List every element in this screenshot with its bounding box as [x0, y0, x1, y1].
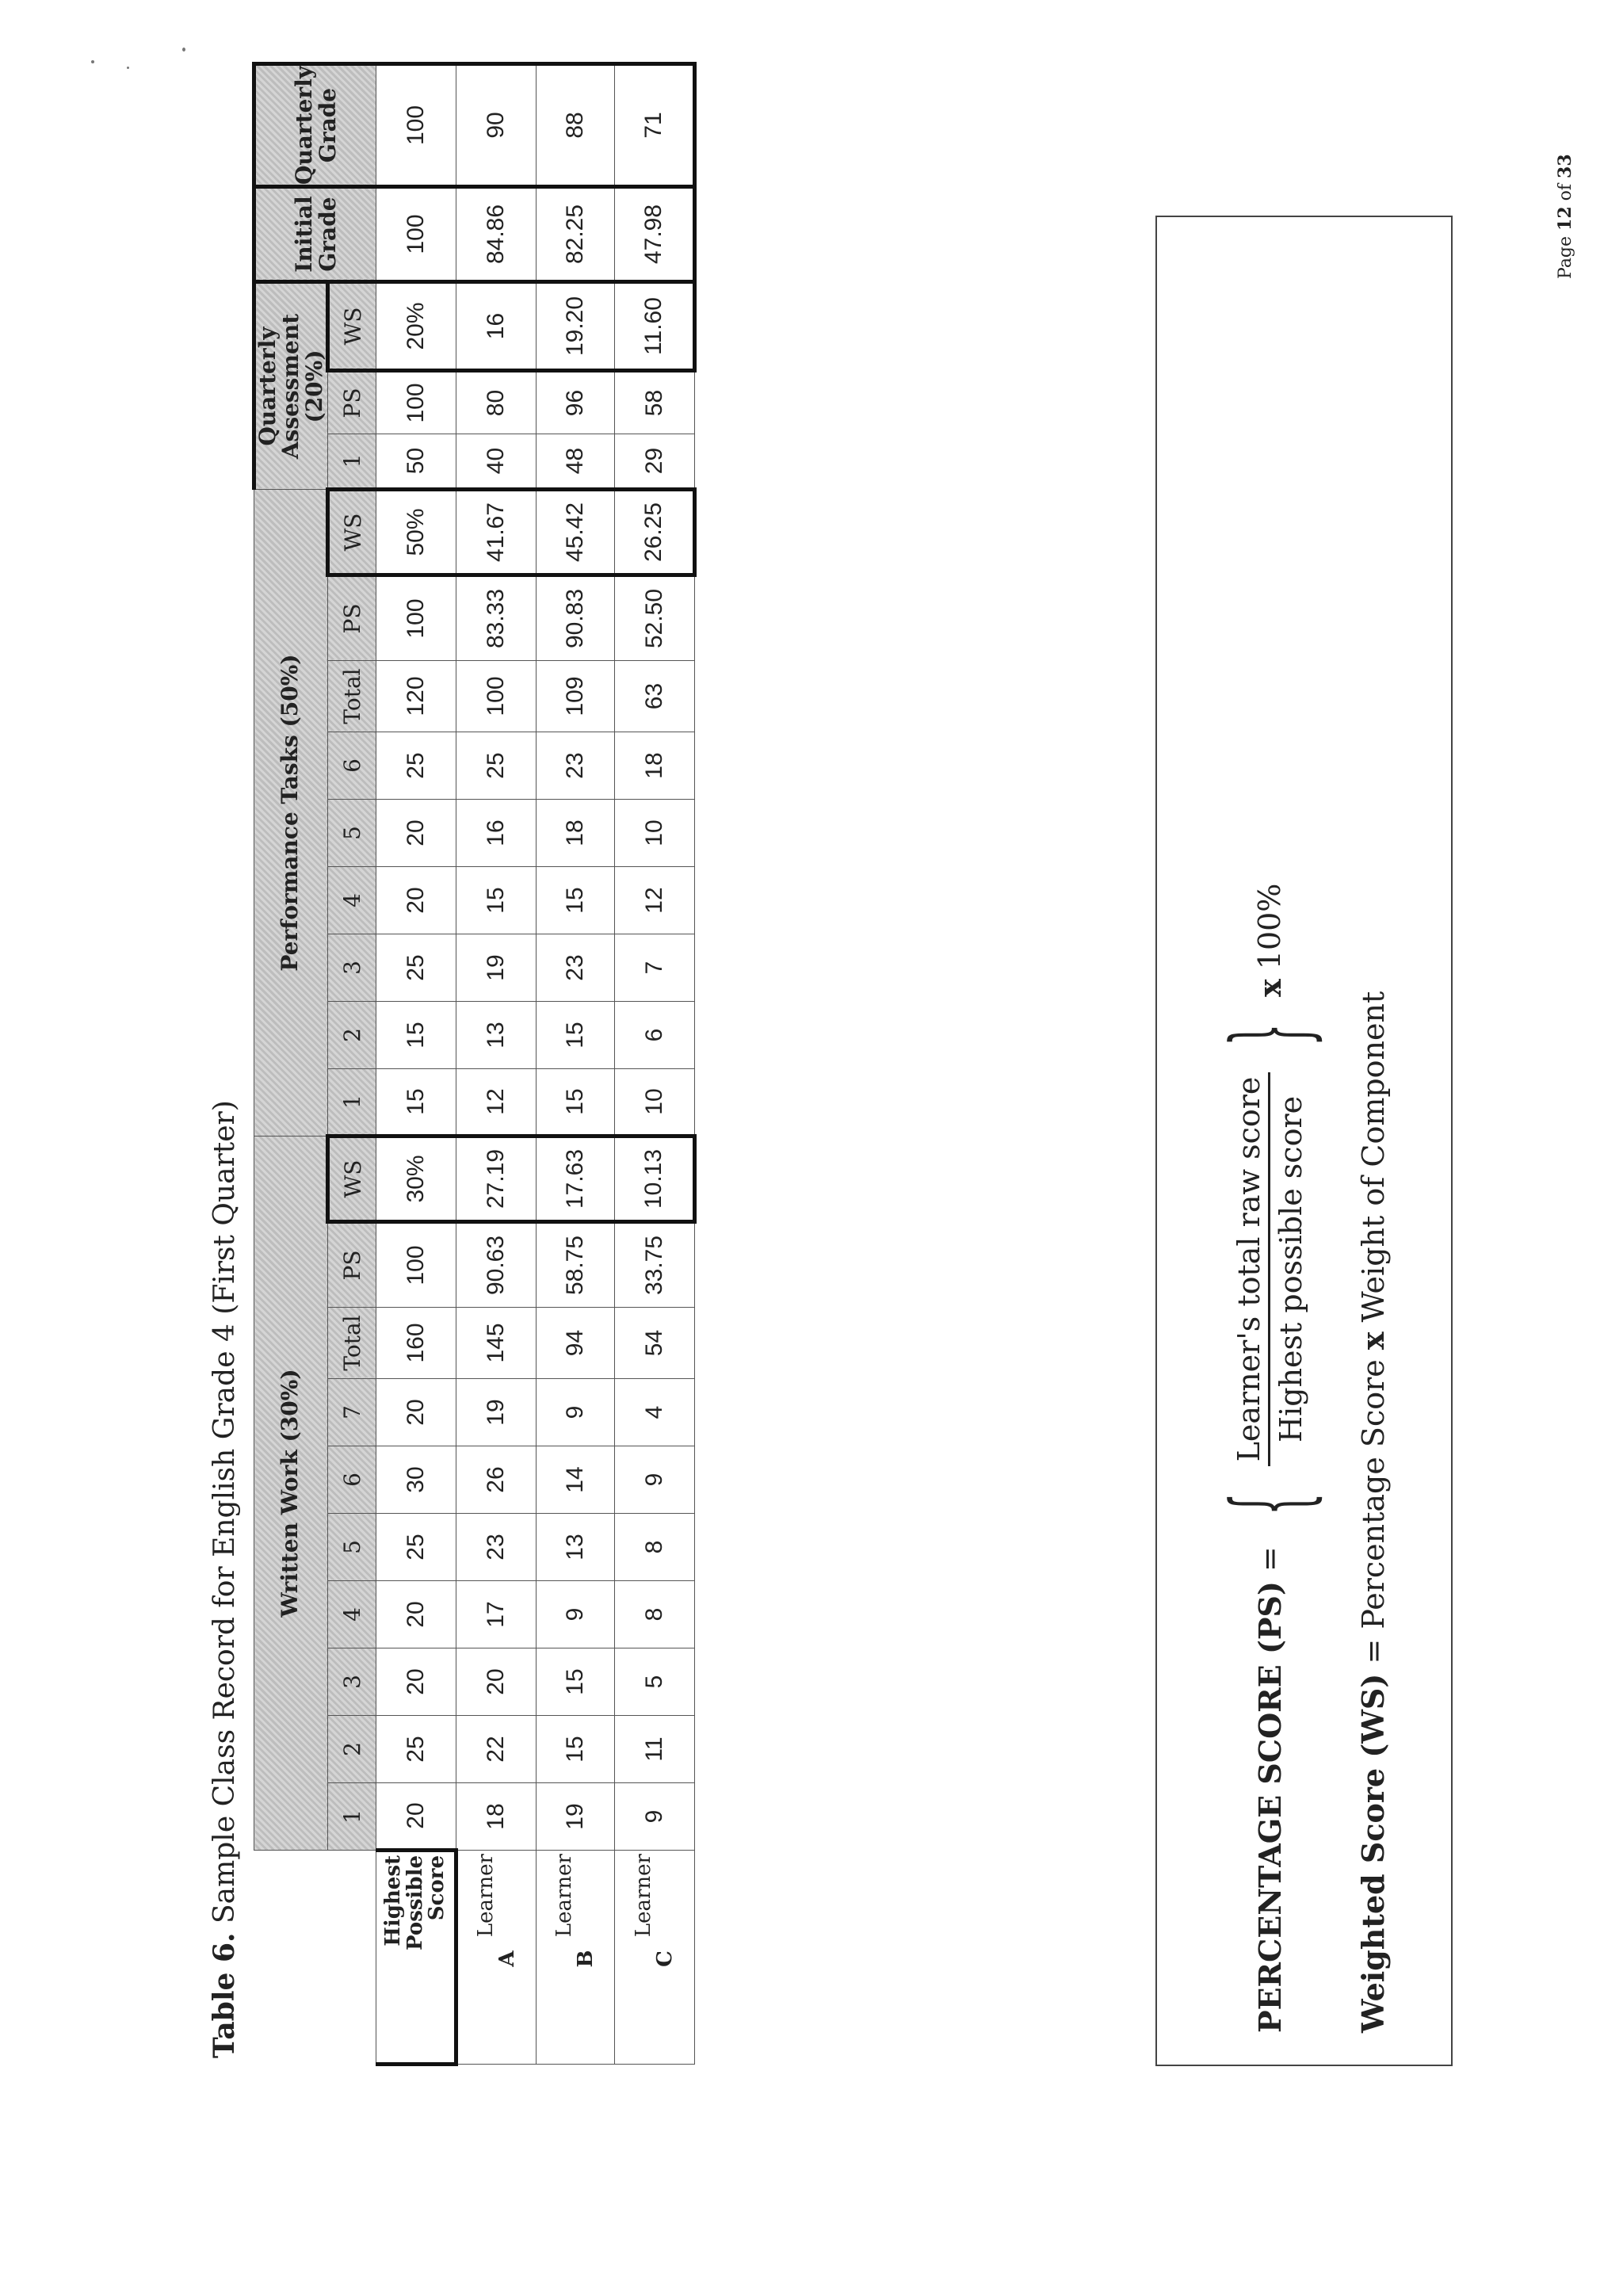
table-row: [615, 63, 695, 2064]
row-label-line: Possible: [403, 1855, 427, 1950]
page-current: 12: [1555, 206, 1575, 231]
ps-equals: =: [1252, 1537, 1287, 1582]
ps-percent: 100%: [1252, 883, 1287, 970]
row-label: [537, 1851, 615, 2065]
class-record-table: [252, 62, 697, 2066]
qa-cell: 96: [537, 371, 615, 434]
ww-col-header: Total: [328, 1308, 376, 1379]
ws-times: x: [1355, 1331, 1391, 1350]
quarterly-grade-cell: 88: [537, 63, 615, 186]
row-label-letter: B: [574, 1950, 598, 1968]
pt-cell: 15: [537, 867, 615, 934]
pt-cell: 20: [376, 800, 456, 867]
pt-cell: 83.33: [456, 575, 537, 661]
pt-col-header: 3: [328, 934, 376, 1002]
ww-cell: 27.19: [456, 1137, 537, 1222]
ww-cell: 22: [456, 1716, 537, 1783]
ww-cell: 94: [537, 1308, 615, 1379]
row-label-line: Learner: [631, 1854, 655, 1938]
ww-cell: 25: [376, 1514, 456, 1581]
pt-col-header: 1: [328, 1069, 376, 1137]
ww-cell: 19: [456, 1379, 537, 1446]
pt-col-header: 5: [328, 800, 376, 867]
row-label-letter: C: [653, 1950, 678, 1967]
ww-col-header: 6: [328, 1446, 376, 1514]
ww-cell: 26: [456, 1446, 537, 1514]
ww-cell: 33.75: [615, 1222, 695, 1308]
qa-cell: 40: [456, 434, 537, 490]
pt-cell: 7: [615, 934, 695, 1002]
pt-cell: 41.67: [456, 490, 537, 575]
pt-cell: 45.42: [537, 490, 615, 575]
ww-cell: 100: [376, 1222, 456, 1308]
corner-cell: [254, 1851, 328, 2065]
ps-denominator: Highest possible score: [1273, 1095, 1308, 1443]
ww-cell: 20: [456, 1648, 537, 1716]
initial-grade-cell: 100: [376, 187, 456, 282]
pt-cell: 15: [537, 1002, 615, 1069]
pt-cell: 20: [376, 867, 456, 934]
ww-cell: 9: [537, 1379, 615, 1446]
qa-cell: 16: [456, 282, 537, 371]
qa-cell: 19.20: [537, 282, 615, 371]
ps-numerator: Learner's total raw score: [1232, 1072, 1270, 1467]
pt-cell: 15: [376, 1069, 456, 1137]
ww-cell: 20: [376, 1581, 456, 1648]
ww-cell: 54: [615, 1308, 695, 1379]
row-label-line: Learner: [552, 1854, 576, 1938]
formula-box: [1155, 216, 1453, 2066]
page-prefix: Page: [1556, 230, 1575, 279]
right-bracket-icon: }: [1209, 1022, 1330, 1046]
pt-cell: 18: [615, 732, 695, 800]
pt-cell: 15: [537, 1069, 615, 1137]
pt-cell: 18: [537, 800, 615, 867]
pt-cell: 100: [456, 661, 537, 732]
pt-cell: 12: [456, 1069, 537, 1137]
ws-rest: Weight of Component: [1356, 991, 1391, 1332]
row-label: [615, 1851, 695, 2065]
initial-grade-cell: 82.25: [537, 187, 615, 282]
qa-cell: 11.60: [615, 282, 695, 371]
ps-times: x: [1251, 979, 1288, 997]
ws-label: Weighted Score (WS): [1355, 1673, 1391, 2033]
table-row: [456, 63, 537, 2064]
ww-cell: 8: [615, 1581, 695, 1648]
pt-cell: 25: [376, 934, 456, 1002]
table-title: [208, 1100, 241, 2058]
pt-cell: 12: [615, 867, 695, 934]
pt-cell: 23: [537, 732, 615, 800]
ww-cell: 90.63: [456, 1222, 537, 1308]
page-number: [1555, 154, 1575, 279]
row-label-line: Score: [424, 1855, 449, 1921]
pt-col-header: PS: [328, 575, 376, 661]
ww-cell: 30%: [376, 1137, 456, 1222]
column-header-row: [328, 63, 376, 2064]
qa-cell: 29: [615, 434, 695, 490]
qa-col-header: PS: [328, 371, 376, 434]
quarterly-grade-cell: 71: [615, 63, 695, 186]
qa-col-header: WS: [328, 282, 376, 371]
row-label-line: Highest: [381, 1855, 406, 1946]
ww-cell: 15: [537, 1716, 615, 1783]
ww-cell: 17: [456, 1581, 537, 1648]
pt-cell: 109: [537, 661, 615, 732]
ww-cell: 8: [615, 1514, 695, 1581]
initial-grade-cell: 84.86: [456, 187, 537, 282]
table-row: [537, 63, 615, 2064]
pt-cell: 19: [456, 934, 537, 1002]
qa-cell: 20%: [376, 282, 456, 371]
ww-col-header: 4: [328, 1581, 376, 1648]
pt-cell: 23: [537, 934, 615, 1002]
corner-cell: [328, 1851, 376, 2065]
pt-col-header: 6: [328, 732, 376, 800]
ww-col-header: WS: [328, 1137, 376, 1222]
pt-cell: 25: [456, 732, 537, 800]
percentage-score-formula: [1209, 883, 1330, 2033]
pt-cell: 15: [456, 867, 537, 934]
ww-cell: 9: [615, 1446, 695, 1514]
ww-cell: 20: [376, 1783, 456, 1851]
left-bracket-icon: {: [1209, 1492, 1330, 1516]
qa-group-header: Quarterly Assessment (20%): [254, 282, 328, 490]
pt-col-header: 4: [328, 867, 376, 934]
ww-col-header: 3: [328, 1648, 376, 1716]
table-title-label: Table 6.: [208, 1932, 241, 2058]
quarterly-grade-cell: 90: [456, 63, 537, 186]
ww-col-header: PS: [328, 1222, 376, 1308]
ww-cell: 58.75: [537, 1222, 615, 1308]
pt-cell: 90.83: [537, 575, 615, 661]
ww-cell: 13: [537, 1514, 615, 1581]
ww-cell: 5: [615, 1648, 695, 1716]
ww-cell: 18: [456, 1783, 537, 1851]
ww-cell: 10.13: [615, 1137, 695, 1222]
quarterly-grade-cell: 100: [376, 63, 456, 186]
pt-cell: 50%: [376, 490, 456, 575]
pt-cell: 16: [456, 800, 537, 867]
ww-cell: 25: [376, 1716, 456, 1783]
row-label-line: Learner: [473, 1854, 498, 1938]
qa-col-header: 1: [328, 434, 376, 490]
pt-cell: 100: [376, 575, 456, 661]
pt-cell: 26.25: [615, 490, 695, 575]
pt-group-header: Performance Tasks (50%): [254, 490, 328, 1137]
ws-equals: = Percentage Score: [1356, 1350, 1391, 1674]
page-total: 33: [1555, 154, 1575, 178]
pt-cell: 52.50: [615, 575, 695, 661]
table-row: [376, 63, 456, 2064]
ww-cell: 19: [537, 1783, 615, 1851]
qa-cell: 48: [537, 434, 615, 490]
ww-cell: 160: [376, 1308, 456, 1379]
page-of: of: [1556, 178, 1575, 207]
pt-cell: 13: [456, 1002, 537, 1069]
qa-cell: 80: [456, 371, 537, 434]
ps-fraction: [1232, 1072, 1308, 1467]
ps-label: PERCENTAGE SCORE (PS): [1251, 1581, 1288, 2033]
ww-cell: 9: [615, 1783, 695, 1851]
ww-cell: 23: [456, 1514, 537, 1581]
initial-grade-cell: 47.98: [615, 187, 695, 282]
ww-col-header: 5: [328, 1514, 376, 1581]
pt-col-header: 2: [328, 1002, 376, 1069]
qa-cell: 100: [376, 371, 456, 434]
ww-cell: 4: [615, 1379, 695, 1446]
pt-cell: 15: [376, 1002, 456, 1069]
ww-cell: 11: [615, 1716, 695, 1783]
pt-cell: 10: [615, 1069, 695, 1137]
ww-cell: 15: [537, 1648, 615, 1716]
pt-col-header: Total: [328, 661, 376, 732]
initial-grade-header: Initial Grade: [254, 187, 376, 282]
ww-col-header: 2: [328, 1716, 376, 1783]
row-label-letter: A: [495, 1950, 520, 1967]
ww-cell: 30: [376, 1446, 456, 1514]
pt-cell: 10: [615, 800, 695, 867]
ww-cell: 17.63: [537, 1137, 615, 1222]
ww-group-header: Written Work (30%): [254, 1137, 328, 1851]
row-label: [376, 1851, 456, 2065]
pt-cell: 25: [376, 732, 456, 800]
ww-cell: 9: [537, 1581, 615, 1648]
ww-cell: 20: [376, 1648, 456, 1716]
weighted-score-formula: [1355, 991, 1391, 2033]
ww-col-header: 7: [328, 1379, 376, 1446]
group-header-row: [254, 63, 328, 2064]
row-label: [456, 1851, 537, 2065]
quarterly-grade-header: Quarterly Grade: [254, 63, 376, 186]
ww-col-header: 1: [328, 1783, 376, 1851]
qa-cell: 50: [376, 434, 456, 490]
ww-cell: 20: [376, 1379, 456, 1446]
ww-cell: 14: [537, 1446, 615, 1514]
table-title-text: Sample Class Record for English Grade 4 (First Quarter): [208, 1100, 241, 1924]
pt-cell: 6: [615, 1002, 695, 1069]
qa-cell: 58: [615, 371, 695, 434]
ww-cell: 145: [456, 1308, 537, 1379]
pt-cell: 120: [376, 661, 456, 732]
pt-cell: 63: [615, 661, 695, 732]
pt-col-header: WS: [328, 490, 376, 575]
